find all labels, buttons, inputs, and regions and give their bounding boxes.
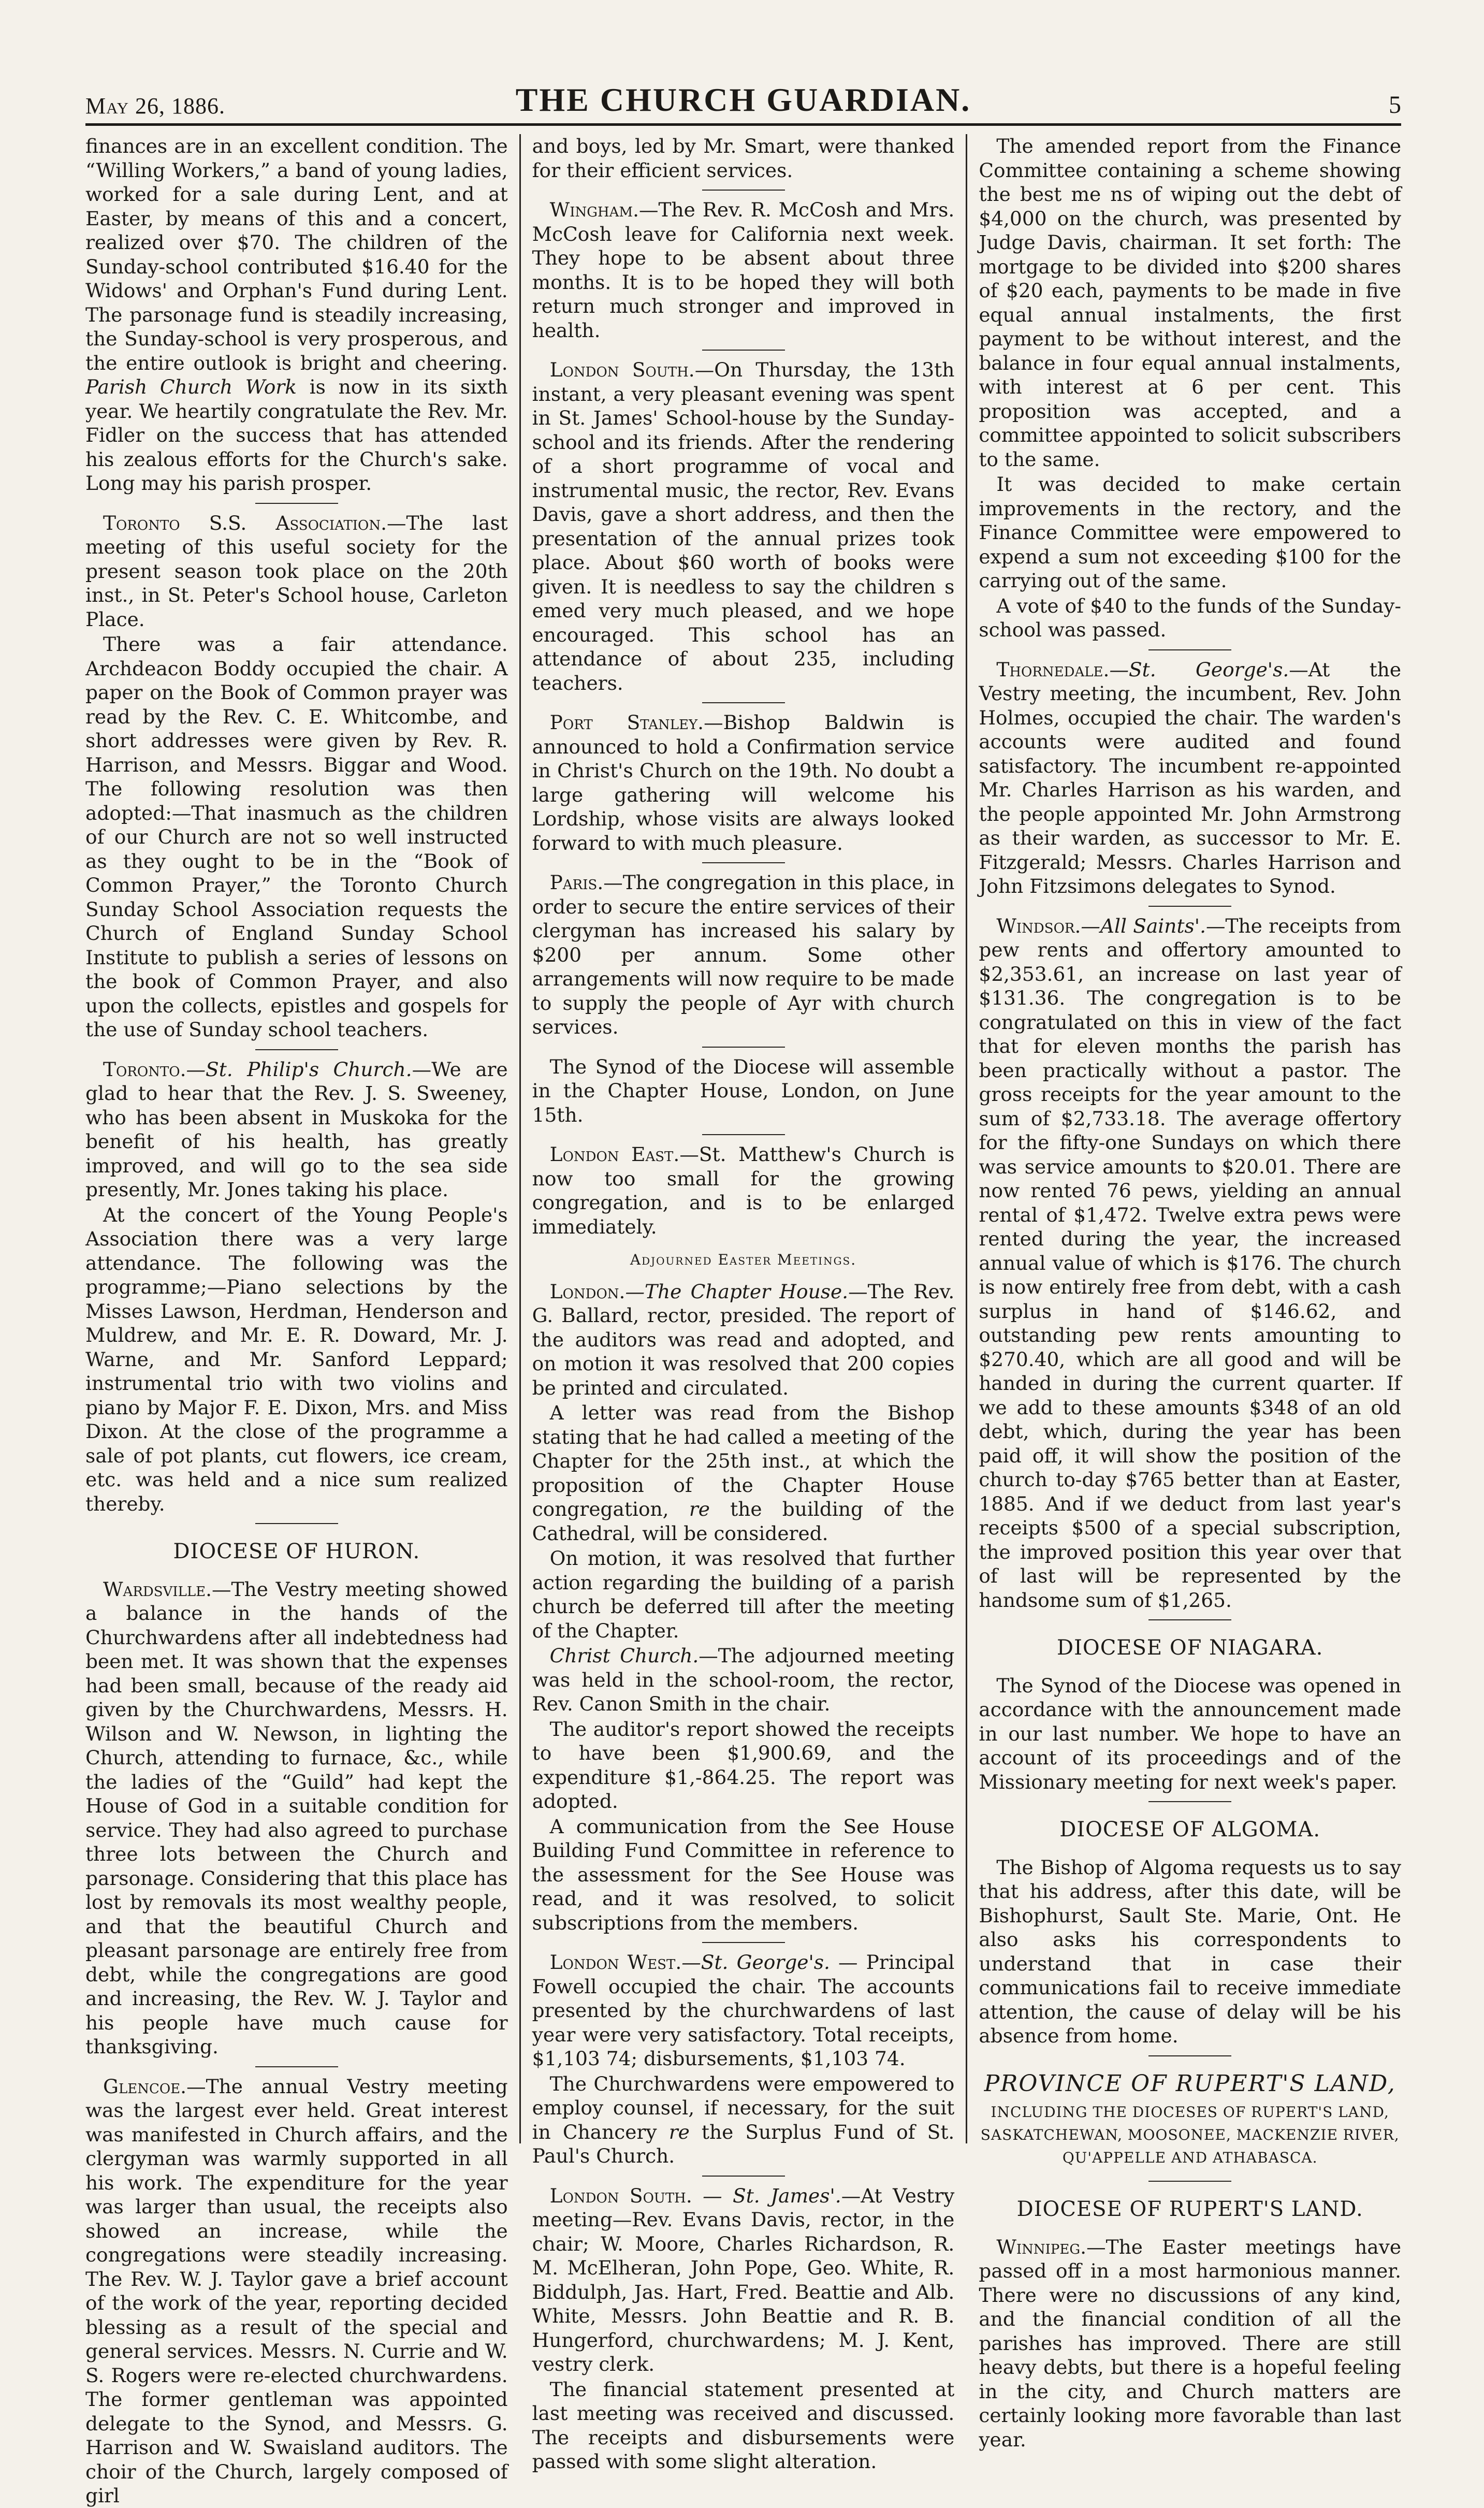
paragraph: Toronto.—St. Philip's Church.—We are glad to hear that the Rev. J. S. Sweeney, who has been absent in Muskoka for the benefit of his health, has greatly improved, and will go to the sea side presently, Mr. Jones taking his place. [85,1057,508,1201]
paragraph: A vote of $40 to the funds of the Sunday-school was passed. [979,594,1402,641]
column-right [966,134,1402,2451]
paragraph: A letter was read from the Bishop stating that he had called a meeting of the Chapter for the 25th inst., at which the proposition of the Chapter House congregation, re the building of the Cathedral, will be considered. [532,1401,955,1545]
paragraph: A communication from the See House Building Fund Committee in reference to the assessment for the See House was read, and it was resolved, to solicit subscriptions from the members. [532,1815,955,1934]
section-heading-huron: DIOCESE OF HURON. [173,1540,420,1563]
section-heading-province: PROVINCE OF RUPERT'S LAND, [984,2070,1396,2097]
section-heading-niagara: DIOCESE OF NIAGARA. [1057,1636,1323,1660]
paragraph: Wingham.—The Rev. R. McCosh and Mrs. McCosh leave for California next week. They hope to be absent about three months. It is to be hoped they will both return much stronger and improved in health. [532,198,955,342]
divider [1148,1619,1231,1620]
divider [1148,649,1231,650]
divider [255,1523,338,1524]
divider [255,1049,338,1050]
section-heading-ruperts-land: DIOCESE OF RUPERT'S LAND. [1016,2197,1363,2221]
paragraph: Wardsville.—The Vestry meeting showed a balance in the hands of the Churchwardens after all indebtedness had been met. It was shown that the expenses had been small, because of the ready aid given by the Churchwardens, Messrs. H. Wilson and W. Newson, in lighting the Church, attending to furnace, &c., while the ladies of the “Guild” had kept the House of God in a suitable condition for service. They had also agreed to purchase three lots between the Church and parsonage. Considering that this place has lost by removals its most wealthy people, and that the beautiful Church and pleasant parsonage are entirely free from debt, while the congregations are good and increasing, the Rev. W. J. Taylor and his people have much cause for thanksgiving. [85,1577,508,2058]
divider [702,190,785,191]
divider [702,350,785,351]
divider [1148,2181,1231,2182]
paragraph: London East.—St. Matthew's Church is now too small for the growing congregation, and is to be enlarged immediately. [532,1143,955,1238]
paragraph: London.—The Chapter House.—The Rev. G. Ballard, rector, presided. The report of the auditors was read and adopted, and on motion it was resolved that 200 copies be printed and circulated. [532,1280,955,1399]
column-left [85,134,519,2507]
paragraph: and boys, led by Mr. Smart, were thanked for their efficient services. [532,135,955,182]
divider [702,1942,785,1943]
section-subheading-province: INCLUDING THE DIOCESES OF RUPERT'S LAND, SASKATCHEWAN, MOOSONEE, MACKENZIE RIVER, QU'APPELLE AND ATHABASCA. [980,2104,1400,2166]
paragraph: Winnipeg.—The Easter meetings have passed off in a most harmonious manner. There were no discussions of any kind, and the financial condition of all the parishes has improved. There are still heavy debts, but there is a hopeful feeling in the city, and Church matters are certainly looking more favorable than last year. [979,2235,1402,2451]
divider [702,862,785,863]
section-heading-algoma: DIOCESE OF ALGOMA. [1059,1818,1321,1842]
paragraph: Glencoe.—The annual Vestry meeting was the largest ever held. Great interest was manifested in Church affairs, and the clergyman was warmly supported in all his work. The expenditure for the year was larger than usual, the receipts also showed an increase, while the congregations were steadily increasing. The Rev. W. J. Taylor gave a brief account of the work of the year, reporting decided blessing as a result of the special and general services. Messrs. N. Currie and W. S. Rogers were re-elected churchwardens. The former gentleman was appointed delegate to the Synod, and Messrs. G. Harrison and W. Swaisland auditors. The choir of the Church, largely composed of girl [85,2075,508,2507]
paragraph: It was decided to make certain improvements in the rectory, and the Finance Committee were empowered to expend a sum not exceeding $100 for the carrying out of the same. [979,473,1402,592]
paragraph: London South. — St. James'.—At Vestry meeting—Rev. Evans Davis, rector, in the chair; W. Moore, Charles Richardson, R. M. McElheran, John Pope, Geo. White, R. Biddulph, Jas. Hart, Fred. Beattie and Alb. White, Messrs. John Beattie and R. B. Hungerford, churchwardens; M. J. Kent, vestry clerk. [532,2184,955,2375]
paragraph: Toronto S.S. Association.—The last meeting of this useful society for the present season took place on the 20th inst., in St. Peter's School house, Carleton Place. [85,511,508,631]
column-middle [519,134,966,2473]
divider [255,503,338,504]
paragraph: The Synod of the Diocese was opened in accordance with the announcement made in our last number. We hope to have an account of its proceedings and of the Missionary meeting for next week's paper. [979,1674,1402,1793]
divider [702,1134,785,1135]
paragraph: On motion, it was resolved that further action regarding the building of a parish church be deferred till after the meeting of the Chapter. [532,1547,955,1642]
paragraph: The Churchwardens were empowered to employ counsel, if necessary, for the suit in Chancery re the Surplus Fund of St. Paul's Church. [532,2072,955,2167]
paragraph: At the concert of the Young People's Association there was a very large attendance. The following was the programme;—Piano selections by the Misses Lawson, Herdman, Henderson and Muldrew, and Mr. E. R. Doward, Mr. J. Warne, and Mr. Sanford Leppard; instrumental trio with two violins and piano by Major F. E. Dixon, Mrs. and Miss Dixon. At the close of the programme a sale of pot plants, cut flowers, ice cream, etc. was held and a nice sum realized thereby. [85,1203,508,1515]
divider [1148,906,1231,907]
paragraph: The Bishop of Algoma requests us to say that his address, after this date, will be Bishophurst, Sault Ste. Marie, Ont. He also asks his correspondents to understand that in case their communications fail to receive immediate attention, the cause of delay will be his absence from home. [979,1855,1402,2047]
newspaper-title: THE CHURCH GUARDIAN. [515,81,971,118]
paragraph: The Synod of the Diocese will assemble in the Chapter House, London, on June 15th. [532,1055,955,1126]
paragraph: The financial statement presented at last meeting was received and discussed. The receipts and disbursements were passed with some slight alteration. [532,2377,955,2473]
paragraph: London West.—St. George's. — Principal Fowell occupied the chair. The accounts presented by the churchwardens of last year were very satisfactory. Total receipts, $1,103 74; disbursements, $1,103 74. [532,1951,955,2070]
divider [702,1047,785,1048]
section-heading-adjourned: Adjourned Easter Meetings. [630,1251,857,1268]
issue-date: May 26, 1886. [85,93,226,119]
divider [702,2176,785,2177]
divider [702,702,785,703]
paragraph: Port Stanley.—Bishop Baldwin is announced to hold a Confirmation service in Christ's Church on the 19th. No doubt a large gathering will welcome his Lordship, whose visits are always looked forward to with much pleasure. [532,711,955,854]
masthead [85,73,1401,126]
paragraph: finances are in an excellent condition. The “Willing Workers,” a band of young ladies, worked for a sale during Lent, and at Easter, by means of this and a concert, realized over $70. The children of the Sunday-school contributed $16.40 for the Widows' and Orphan's Fund during Lent. The parsonage fund is steadily increasing, the Sunday-school is very prosperous, and the entire outlook is bright and cheering. Parish Church Work is now in its sixth year. We heartily congratulate the Rev. Mr. Fidler on the success that has attended his zealous efforts for the Church's sake. Long may his parish prosper. [85,135,508,495]
paragraph: London South.—On Thursday, the 13th instant, a very pleasant evening was spent in St. James' School-house by the Sunday-school and its friends. After the rendering of a short programme of vocal and instrumental music, the rector, Rev. Evans Davis, gave a short address, and then the presentation of the annual prizes took place. About $60 worth of books were given. It is needless to say the children s emed very much pleased, and we hope encouraged. This school has an attendance of about 235, including teachers. [532,358,955,694]
paragraph: Christ Church.—The adjourned meeting was held in the school-room, the rector, Rev. Canon Smith in the chair. [532,1644,955,1715]
paragraph: Windsor.—All Saints'.—The receipts from pew rents and offertory amounted to $2,353.61, an increase on last year of $131.36. The congregation is to be congratulated on this in view of the fact that for eleven months the parish has been practically without a pastor. The gross receipts for the year amount to the sum of $2,733.18. The average offertory for the fifty-one Sundays on which there was service amounts to $20.01. There are now rented 76 pews, yielding an annual rental of $1,472. Twelve extra pews were rented during the year, the increased annual value of which is $176. The church is now entirely free from debt, with a cash surplus in hand of $146.62, and outstanding pew rents amounting to $270.40, which are all good and will be handed in during the current quarter. If we add to these amounts $348 of an old debt, which, during the year has been paid off, it will show the position of the church to-day $765 better than at Easter, 1885. And if we deduct from last year's receipts $500 of a special subscription, the improved position this year over that of last will be represented by the handsome sum of $1,265. [979,914,1402,1612]
paragraph: The auditor's report showed the receipts to have been $1,900.69, and the expenditure $1,-864.25. The report was adopted. [532,1717,955,1813]
divider [1148,1801,1231,1802]
article-columns [85,134,1402,2507]
divider [1148,2055,1231,2056]
paragraph: Thornedale.—St. George's.—At the Vestry meeting, the incumbent, Rev. John Holmes, occupied the chair. The warden's accounts were audited and found satisfactory. The incumbent re-appointed Mr. Charles Harrison as his warden, and the people appointed Mr. John Armstrong as their warden, as successor to Mr. E. Fitzgerald; Messrs. Charles Harrison and John Fitzsimons delegates to Synod. [979,658,1402,897]
paragraph: There was a fair attendance. Archdeacon Boddy occupied the chair. A paper on the Book of Common prayer was read by the Rev. C. E. Whitcombe, and short addresses were given by Rev. R. Harrison, and Messrs. Biggar and Wood. The following resolution was then adopted:—That inasmuch as the children of our Church are not so well instructed as they ought to be in the “Book of Common Prayer,” the Toronto Church Sunday School Association requests the Church of England Sunday School Institute to publish a series of lessons on the book of Common Prayer, and also upon the collects, epistles and gospels for the use of Sunday school teachers. [85,633,508,1041]
paragraph: Paris.—The congregation in this place, in order to secure the entire services of their clergyman has increased his salary by $200 per annum. Some other arrangements will now require to be made to supply the people of Ayr with church services. [532,871,955,1038]
divider [255,2066,338,2067]
paragraph: The amended report from the Finance Committee containing a scheme showing the best me ns of wiping out the debt of $4,000 on the church, was presented by Judge Davis, chairman. It set forth: The mortgage to be divided into $200 shares of $20 each, payments to be made in five equal annual instalments, the first payment to be without interest, and the balance in four equal annual instalments, with interest at 6 per cent. This proposition was accepted, and a committee appointed to solicit subscribers to the same. [979,135,1402,471]
page-number: 5 [1389,91,1401,119]
